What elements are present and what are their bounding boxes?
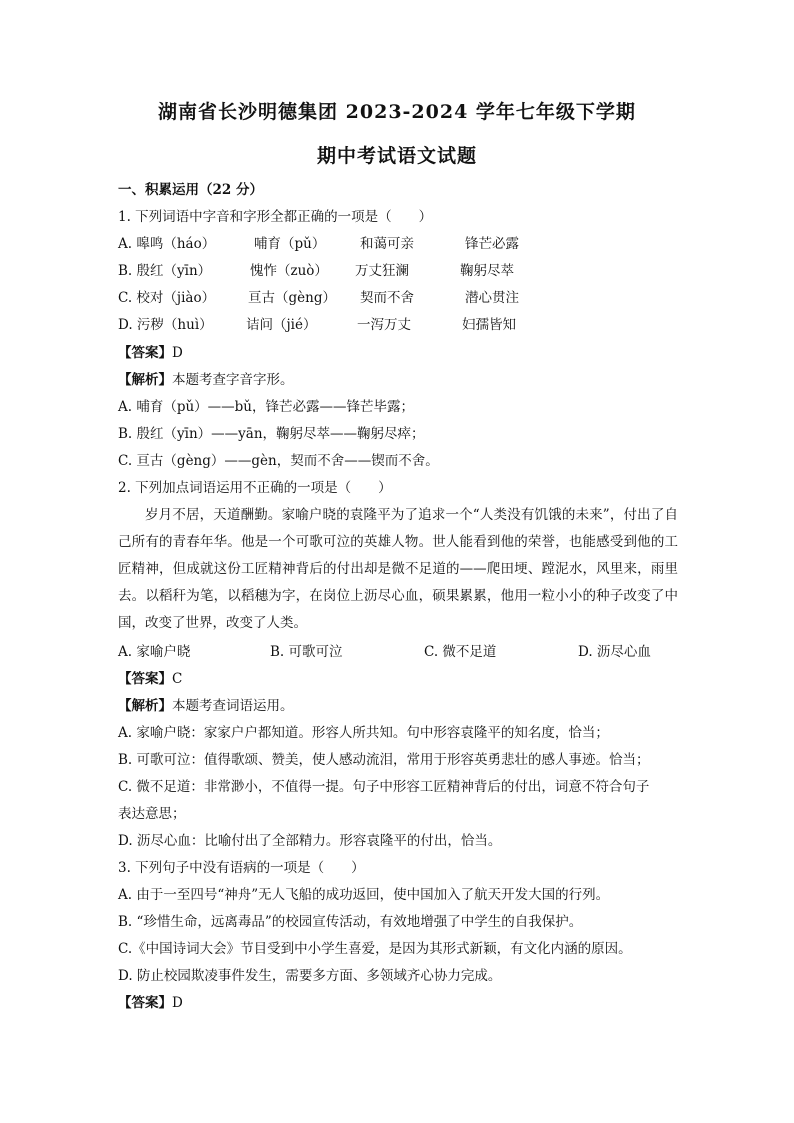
answer-label: 【答案】 xyxy=(118,995,172,1011)
q1-option-b-1: B. 殷红（yīn） xyxy=(118,263,212,279)
q1-option-b-2: 愧怍（zuò） xyxy=(250,263,328,279)
q2-answer xyxy=(118,669,182,689)
q1-answer xyxy=(118,343,183,363)
q1-option-d-1: D. 污秽（huì） xyxy=(118,317,213,333)
q2-detail-c-cont: 表达意思； xyxy=(118,806,186,822)
analysis-text: 本题考查词语运用。 xyxy=(172,698,294,714)
q1-detail-a: A. 哺育（pǔ）——bǔ，锋芒必露——锋芒毕露； xyxy=(118,399,415,415)
q1-detail-c: C. 亘古（gèng）——gèn，契而不舍——锲而不舍。 xyxy=(118,453,439,469)
q2-option-d: D. 沥尽心血 xyxy=(578,644,651,660)
page-subtitle: 期中考试语文试题 xyxy=(316,145,477,167)
analysis-text: 本题考查字音字形。 xyxy=(172,372,294,388)
analysis-label: 【解析】 xyxy=(118,372,172,388)
q2-option-b: B. 可歌可泣 xyxy=(270,644,343,660)
question-2-stem: 2. 下列加点词语运用不正确的一项是（ ） xyxy=(118,480,392,496)
q1-option-c-3: 契而不舍 xyxy=(360,290,414,306)
answer-value: C xyxy=(172,671,183,687)
q1-option-a-4: 锋芒必露 xyxy=(465,236,519,252)
q3-option-b: B. “珍惜生命，远离毒品”的校园宣传活动，有效地增强了中学生的自我保护。 xyxy=(118,914,583,930)
q1-option-a-3: 和蔼可亲 xyxy=(360,236,414,252)
q1-option-d-2: 诘问（jié） xyxy=(246,317,317,333)
section-heading: 一、积累运用（22 分） xyxy=(118,182,263,198)
q1-option-d-4: 妇孺皆知 xyxy=(462,317,516,333)
answer-value: D xyxy=(172,345,183,361)
q1-option-a-1: A. 嗥鸣（háo） xyxy=(118,236,216,252)
q1-analysis xyxy=(118,370,294,390)
analysis-label: 【解析】 xyxy=(118,698,172,714)
page-title: 湖南省长沙明德集团 2023-2024 学年七年级下学期 xyxy=(158,101,636,123)
q3-option-c: C.《中国诗词大会》节目受到中小学生喜爱，是因为其形式新颖，有文化内涵的原因。 xyxy=(118,941,632,957)
q2-option-a: A. 家喻户晓 xyxy=(118,644,191,660)
question-3-stem: 3. 下列句子中没有语病的一项是（ ） xyxy=(118,860,365,876)
question-1-stem: 1. 下列词语中字音和字形全都正确的一项是（ ） xyxy=(118,209,433,225)
q1-option-a-2: 哺育（pǔ） xyxy=(254,236,326,252)
q1-option-c-4: 潜心贯注 xyxy=(465,290,519,306)
q2-detail-a: A. 家喻户晓：家家户户都知道。形容人所共知。句中形容袁隆平的知名度，恰当； xyxy=(118,725,609,741)
answer-label: 【答案】 xyxy=(118,345,172,361)
q2-detail-d: D. 沥尽心血：比喻付出了全部精力。形容袁隆平的付出，恰当。 xyxy=(118,833,502,849)
q3-answer xyxy=(118,993,183,1013)
q2-option-c: C. 微不足道 xyxy=(424,644,497,660)
q2-detail-c: C. 微不足道：非常渺小，不值得一提。句子中形容工匠精神背后的付出，词意不符合句子 xyxy=(118,779,650,795)
q1-option-b-3: 万丈狂澜 xyxy=(355,263,409,279)
q1-option-c-2: 亘古（gèng） xyxy=(248,290,336,306)
q3-option-a: A. 由于一至四号“神舟”无人飞船的成功返回，使中国加入了航天开发大国的行列。 xyxy=(118,887,610,903)
q2-passage: 岁月不居，天道酬勤。家喻户晓的袁隆平为了追求一个“人类没有饥饿的未来”，付出了自己所有的青春年华。他是一个可歌可泣的英雄人物。世人能看到他的荣誉，也能感受到他的工匠精神，但成就这份工匠精神背后的付出却是微不足道的——爬田埂、蹚泥水，风里来，雨里去。以稻秆为笔，以稻穗为字，在岗位上沥尽心血，硕果累累，他用一粒小小的种子改变了中国，改变了世界，改变了人类。 xyxy=(118,507,678,631)
q2-detail-b: B. 可歌可泣：值得歌颂、赞美，使人感动流泪，常用于形容英勇悲壮的感人事迹。恰当； xyxy=(118,752,650,768)
q2-analysis xyxy=(118,696,294,716)
q1-option-d-3: 一泻万丈 xyxy=(357,317,411,333)
answer-label: 【答案】 xyxy=(118,671,172,687)
q1-option-b-4: 鞠躬尽萃 xyxy=(460,263,514,279)
q3-option-d: D. 防止校园欺凌事件发生，需要多方面、多领域齐心协力完成。 xyxy=(118,968,502,984)
q1-detail-b: B. 殷红（yīn）——yān，鞠躬尽萃——鞠躬尽瘁； xyxy=(118,426,425,442)
answer-value: D xyxy=(172,995,183,1011)
q1-option-c-1: C. 校对（jiào） xyxy=(118,290,216,306)
